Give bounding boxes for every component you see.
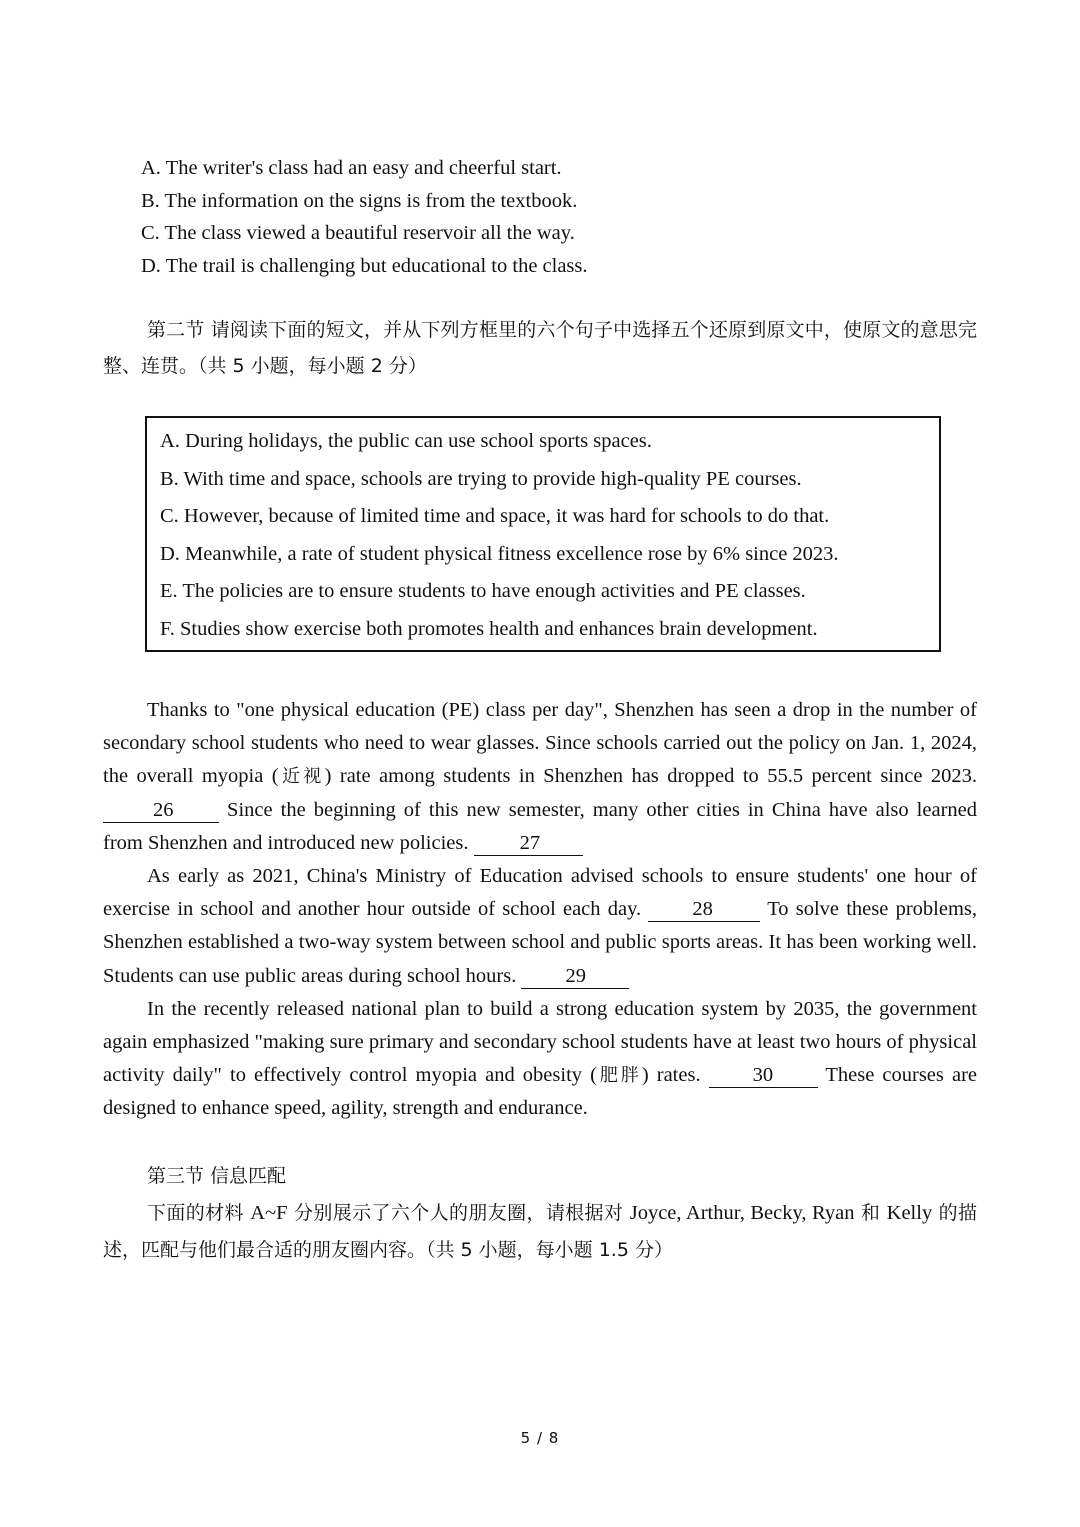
instruction-text: A~F [250,1202,288,1224]
section2-instructions: 第二节 请阅读下面的短文，并从下列方框里的六个句子中选择五个还原到原文中，使原文的意思完整、连贯。（共 5 小题，每小题 2 分） [103,319,977,377]
passage-text: These courses are designed to enhance speed, agility, strength and endurance. [103,1064,977,1120]
instruction-text: 分别展示了六个人的朋友圈，请根据对 [287,1202,630,1224]
choice-b: B. With time and space, schools are trying to provide high-quality PE courses. [160,467,802,490]
passage-paragraph-1 [103,694,977,860]
blank-29 [521,964,629,989]
instruction-text: 和 [854,1202,887,1224]
passage-paragraph-3 [103,993,977,1126]
question-options [141,152,981,282]
blank-number: 30 [752,1064,774,1087]
blank-number: 28 [692,898,713,921]
blank-26 [103,798,219,823]
choice-f: F. Studies show exercise both promotes health and enhances brain development. [160,617,818,640]
passage-paragraph-2 [103,860,977,993]
passage-text: Since the beginning of this new semester, many other cities in China have also learned from Shenzhen and introduced new policies. [103,798,977,854]
blank-number: 27 [519,831,541,854]
blank-number: 26 [153,798,174,821]
passage-text: Thanks to "one physical education (PE) class per day", Shenzhen has seen a drop in the number of secondary school students who need to wear glasses. Since schools carried out the policy on Jan. 1, 2024, the overall myopia ( [103,699,977,788]
reading-passage [103,694,977,1126]
option-b: B. The information on the signs is from the textbook. [141,189,578,212]
chinese-gloss: 近视 [278,766,325,788]
page-number: 5 / 8 [520,1429,560,1447]
choice-a: A. During holidays, the public can use school sports spaces. [160,430,652,452]
option-d: D. The trail is challenging but educational to the class. [141,254,588,277]
instruction-text: 的描述，匹配与他们最合适的朋友圈内容。（共 5 小题，每小题 1.5 分） [103,1202,977,1261]
instruction-names: Joyce, Arthur, Becky, Ryan [629,1202,855,1224]
choice-e: E. The policies are to ensure students to have enough activities and PE classes. [160,580,806,602]
sentence-choices-box [145,416,941,652]
instruction-names: Kelly [886,1202,933,1224]
choice-d: D. Meanwhile, a rate of student physical fitness excellence rose by 6% since 2023. [160,542,839,565]
section3-title: 第三节 信息匹配 [147,1165,287,1187]
option-a: A. The writer's class had an easy and cheerful start. [141,157,562,179]
choice-c: C. However, because of limited time and space, it was hard for schools to do that. [160,505,830,527]
blank-number: 29 [565,964,586,987]
section3-instructions [103,1195,977,1269]
passage-text: ) rates. [641,1064,709,1087]
chinese-gloss: 肥胖 [596,1065,642,1087]
blank-28 [648,897,760,922]
passage-text: As early as 2021, China's Ministry of Education advised schools to ensure students' one hour of exercise in school and another hour outside of school each day. [103,865,977,921]
passage-text: In the recently released national plan to build a strong education system by 2035, the government again emphasized "making sure primary and secondary school students have at least two hours of physical activity daily" to effectively control myopia and obesity ( [103,997,977,1087]
option-c: C. The class viewed a beautiful reservoir all the way. [141,222,575,244]
blank-27 [474,831,583,856]
section3 [103,1157,977,1269]
instruction-text: 下面的材料 [147,1202,251,1224]
passage-text: To solve these problems, Shenzhen established a two-way system between school and public sports areas. It has been working well. Students can use public areas during school hours. [103,898,977,987]
passage-text: ) rate among students in Shenzhen has dropped to 55.5 percent since 2023. [324,765,978,788]
blank-30 [709,1063,818,1088]
